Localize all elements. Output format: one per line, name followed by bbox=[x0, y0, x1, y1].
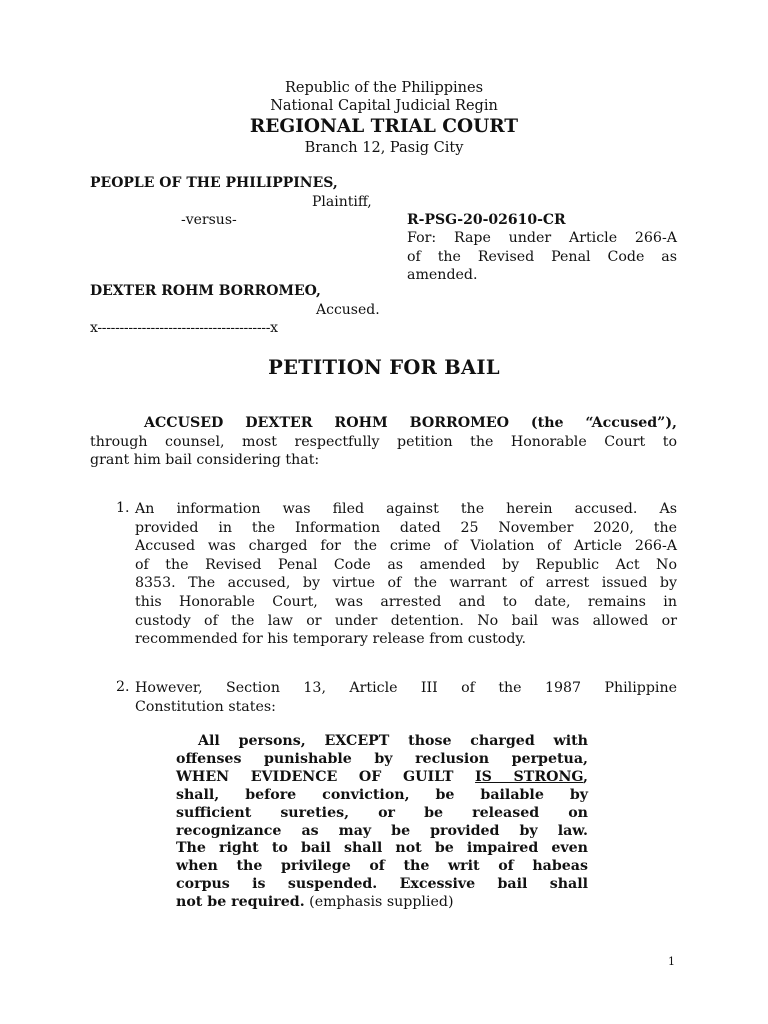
item-line: custody of the law or under detention. No bail was allowed or bbox=[135, 612, 677, 629]
item-2-paragraph bbox=[135, 679, 677, 716]
charge-description bbox=[407, 229, 677, 285]
item-line: recommended for his temporary release from custody. bbox=[135, 631, 527, 648]
judicial-region-line: National Capital Judicial Regin bbox=[270, 98, 498, 114]
quote-line: corpus is suspended. Excessive bail shall bbox=[176, 876, 588, 893]
item-line: An information was filed against the herein accused. As bbox=[135, 501, 677, 517]
item-line: Constitution states: bbox=[135, 698, 276, 715]
emphasis-note: (emphasis supplied) bbox=[304, 894, 454, 911]
republic-line: Republic of the Philippines bbox=[284, 80, 484, 96]
document-title: PETITION FOR BAIL bbox=[268, 356, 500, 379]
branch-line: Branch 12, Pasig City bbox=[304, 140, 464, 156]
quote-line: shall, before conviction, be bailable by bbox=[176, 786, 588, 803]
charge-line: For: Rape under Article 266-A bbox=[407, 230, 677, 246]
intro-paragraph bbox=[90, 414, 677, 470]
quote-emphasis: IS STRONG bbox=[475, 768, 584, 785]
accused-name: DEXTER ROHM BORROMEO, bbox=[90, 283, 321, 299]
quote-line: recognizance as may be provided by law. bbox=[176, 822, 588, 839]
item-line: 8353. The accused, by virtue of the warrant of arrest issued by bbox=[135, 575, 677, 592]
quote-line: sufficient sureties, or be released on bbox=[176, 804, 588, 821]
item-line: provided in the Information dated 25 November 2020, the bbox=[135, 519, 677, 536]
item-line: of the Revised Penal Code as amended by Republic Act No bbox=[135, 556, 677, 573]
item-number: 2. bbox=[116, 679, 130, 695]
caption-separator: x---------------------------------------x bbox=[90, 320, 278, 336]
quote-segment: not be required. bbox=[176, 894, 305, 911]
accused-role: Accused. bbox=[316, 302, 380, 318]
quote-segment: , bbox=[583, 768, 588, 785]
quote-line: when the privilege of the writ of habeas bbox=[176, 858, 588, 875]
quote-segment: WHEN EVIDENCE OF GUILT bbox=[176, 768, 476, 785]
page-number: 1 bbox=[668, 955, 675, 968]
quote-line: offenses punishable by reclusion perpetua, bbox=[176, 750, 588, 767]
charge-line: amended. bbox=[407, 267, 478, 284]
item-1-paragraph bbox=[135, 500, 677, 649]
item-line: However, Section 13, Article III of the 1987 Philippine bbox=[135, 680, 677, 696]
court-name: REGIONAL TRIAL COURT bbox=[249, 116, 519, 137]
charge-line: of the Revised Penal Code as bbox=[407, 248, 677, 265]
plaintiff-name: PEOPLE OF THE PHILIPPINES, bbox=[90, 175, 338, 191]
case-number: R-PSG-20-02610-CR bbox=[407, 212, 566, 228]
quote-line bbox=[176, 769, 588, 787]
item-number: 1. bbox=[116, 500, 130, 516]
intro-line: grant him bail considering that: bbox=[90, 452, 320, 469]
quote-line: The right to bail shall not be impaired even bbox=[176, 840, 588, 857]
item-line: Accused was charged for the crime of Violation of Article 266-A bbox=[135, 538, 677, 555]
quote-line: All persons, EXCEPT those charged with bbox=[198, 733, 588, 749]
item-line: this Honorable Court, was arrested and to date, remains in bbox=[135, 593, 677, 610]
versus-label: -versus- bbox=[181, 212, 237, 228]
intro-bold-line: ACCUSED DEXTER ROHM BORROMEO (the “Accused”), bbox=[144, 415, 677, 431]
plaintiff-role: Plaintiff, bbox=[312, 194, 372, 210]
constitution-quote bbox=[176, 733, 588, 912]
quote-line bbox=[176, 894, 588, 912]
intro-line: through counsel, most respectfully petition the Honorable Court to bbox=[90, 433, 677, 450]
